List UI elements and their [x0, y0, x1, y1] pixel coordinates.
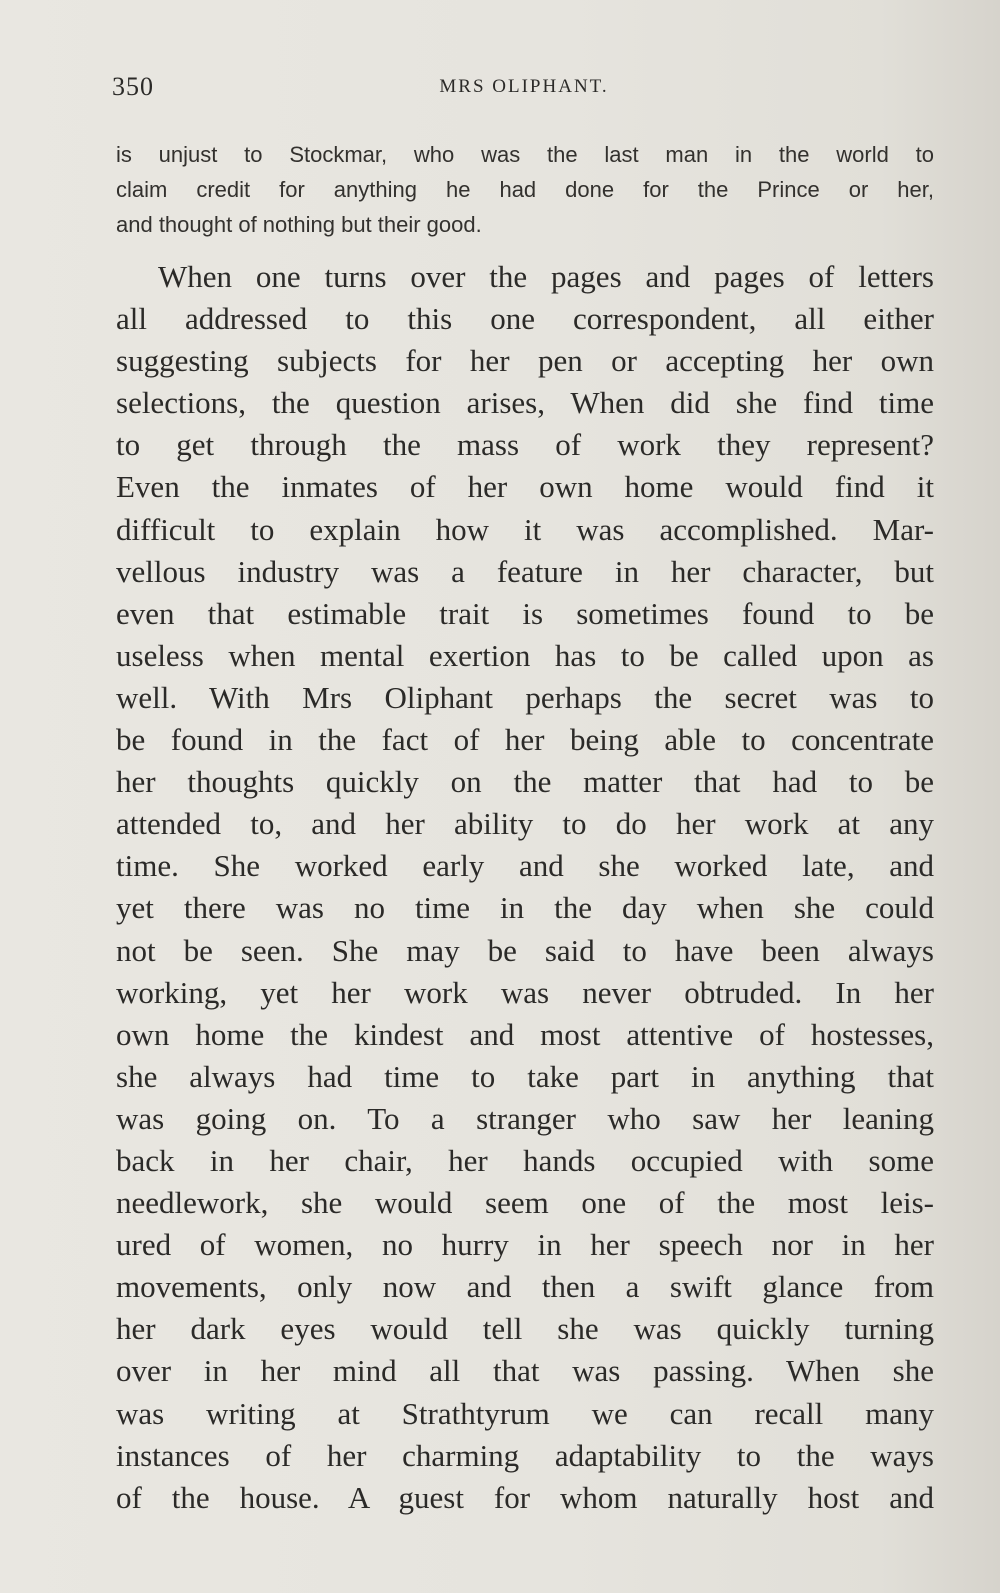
text-line: When one turns over the pages and pages of letters [158, 259, 934, 294]
text-line: suggesting subjects for her pen or accepting her own [116, 343, 934, 379]
text-line: back in her chair, her hands occupied with some [116, 1142, 934, 1178]
quote-line: and thought of nothing but their good. [116, 212, 482, 237]
quote-line: claim credit for anything he had done for the Prince or her, [116, 177, 934, 202]
text-line: to get through the mass of work they represent? [116, 427, 934, 463]
text-line: her dark eyes would tell she was quickly turning [116, 1311, 934, 1347]
text-line: own home the kindest and most attentive of hostesses, [116, 1016, 934, 1052]
text-line: movements, only now and then a swift glance from [116, 1269, 934, 1305]
text-line: useless when mental exertion has to be called upon as [116, 637, 934, 673]
quoted-passage [116, 137, 934, 242]
text-line: selections, the question arises, When did she find time [116, 385, 934, 421]
body-paragraph [116, 256, 934, 1519]
text-line: her thoughts quickly on the matter that had to be [116, 764, 934, 800]
quote-line: is unjust to Stockmar, who was the last man in the world to [116, 142, 934, 167]
text-line: all addressed to this one correspondent, all either [116, 301, 934, 337]
text-line: yet there was no time in the day when she could [116, 890, 934, 926]
text-line: be found in the fact of her being able to concentrate [116, 722, 934, 758]
text-line: difficult to explain how it was accomplished. Mar- [116, 511, 934, 547]
text-line: over in her mind all that was passing. When she [116, 1353, 934, 1389]
text-line: needlework, she would seem one of the most leis- [116, 1185, 934, 1221]
text-line: was going on. To a stranger who saw her leaning [116, 1100, 934, 1136]
text-line: time. She worked early and she worked late, and [116, 848, 934, 884]
text-line: she always had time to take part in anything that [116, 1058, 934, 1094]
text-line: of the house. A guest for whom naturally host and [116, 1479, 934, 1515]
text-line: Even the inmates of her own home would find it [116, 469, 934, 505]
text-line: attended to, and her ability to do her work at any [116, 806, 934, 842]
text-line: working, yet her work was never obtruded. In her [116, 974, 934, 1010]
running-title: MRS OLIPHANT. [439, 76, 609, 97]
page-number: 350 [112, 72, 154, 101]
text-line: was writing at Strathtyrum we can recall many [116, 1395, 934, 1431]
text-line: even that estimable trait is sometimes found to be [116, 595, 934, 631]
text-line: ured of women, no hurry in her speech nor in her [116, 1227, 934, 1263]
text-line: instances of her charming adaptability to the ways [116, 1437, 934, 1473]
text-line: vellous industry was a feature in her character, but [116, 553, 934, 589]
running-head [112, 72, 936, 112]
text-line: not be seen. She may be said to have been always [116, 932, 934, 968]
text-line: well. With Mrs Oliphant perhaps the secret was to [116, 679, 934, 715]
